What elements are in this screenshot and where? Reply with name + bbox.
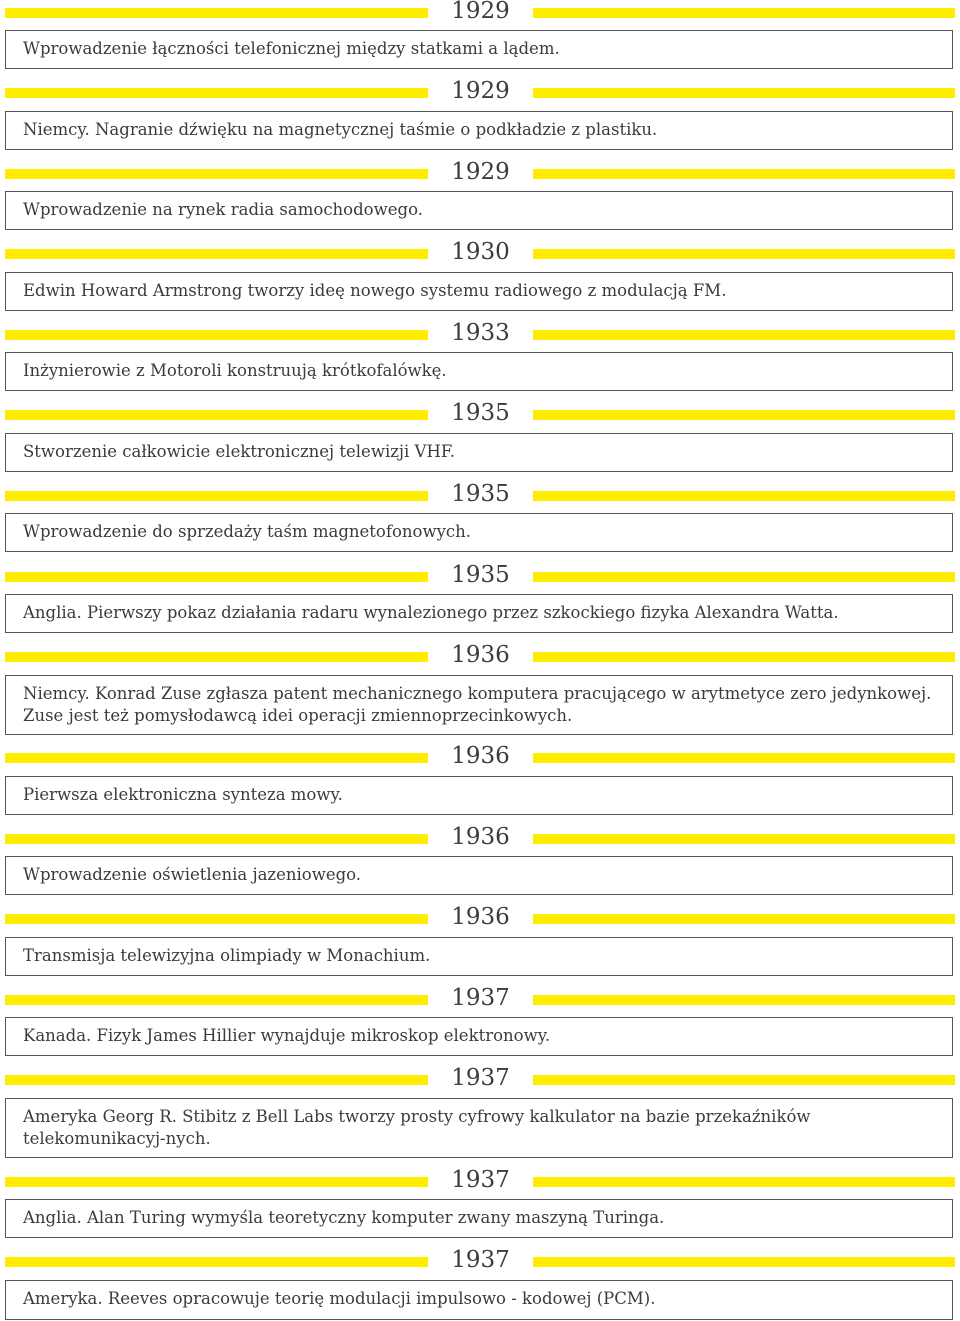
yellow-bar-right bbox=[533, 410, 955, 420]
year-label: 1936 bbox=[451, 743, 510, 769]
yellow-bar-right bbox=[533, 995, 955, 1005]
year-header bbox=[0, 1169, 960, 1193]
yellow-bar-left bbox=[5, 1075, 428, 1085]
year-label: 1937 bbox=[451, 985, 510, 1011]
event-box: Transmisja telewizyjna olimpiady w Monachium. bbox=[5, 937, 953, 976]
event-box: Pierwsza elektroniczna synteza mowy. bbox=[5, 776, 953, 815]
event-box: Kanada. Fizyk James Hillier wynajduje mikroskop elektronowy. bbox=[5, 1017, 953, 1056]
year-header bbox=[0, 322, 960, 346]
yellow-bar-right bbox=[533, 834, 955, 844]
yellow-bar-right bbox=[533, 914, 955, 924]
yellow-bar-right bbox=[533, 1177, 955, 1187]
year-header bbox=[0, 906, 960, 930]
event-box: Ameryka. Reeves opracowuje teorię modulacji impulsowo - kodowej (PCM). bbox=[5, 1280, 953, 1320]
event-box: Ameryka Georg R. Stibitz z Bell Labs tworzy prosty cyfrowy kalkulator na bazie przekaźników telekomunikacyj-nych. bbox=[5, 1098, 953, 1158]
year-header bbox=[0, 826, 960, 850]
event-box: Wprowadzenie łączności telefonicznej między statkami a lądem. bbox=[5, 30, 953, 69]
yellow-bar-right bbox=[533, 1075, 955, 1085]
yellow-bar-right bbox=[533, 8, 955, 18]
year-label: 1936 bbox=[451, 642, 510, 668]
year-header bbox=[0, 564, 960, 588]
yellow-bar-left bbox=[5, 834, 428, 844]
year-label: 1937 bbox=[451, 1247, 510, 1273]
yellow-bar-left bbox=[5, 1177, 428, 1187]
event-box: Anglia. Pierwszy pokaz działania radaru wynalezionego przez szkockiego fizyka Alexandra Watta. bbox=[5, 594, 953, 633]
year-label: 1935 bbox=[451, 481, 510, 507]
year-header bbox=[0, 987, 960, 1011]
yellow-bar-left bbox=[5, 995, 428, 1005]
year-header bbox=[0, 0, 960, 24]
event-box: Niemcy. Nagranie dźwięku na magnetycznej taśmie o podkładzie z plastiku. bbox=[5, 111, 953, 150]
year-label: 1933 bbox=[451, 320, 510, 346]
yellow-bar-right bbox=[533, 652, 955, 662]
yellow-bar-left bbox=[5, 8, 428, 18]
yellow-bar-left bbox=[5, 410, 428, 420]
event-box: Wprowadzenie oświetlenia jazeniowego. bbox=[5, 856, 953, 895]
year-label: 1936 bbox=[451, 904, 510, 930]
yellow-bar-left bbox=[5, 169, 428, 179]
year-header bbox=[0, 80, 960, 104]
year-label: 1930 bbox=[451, 239, 510, 265]
year-label: 1929 bbox=[451, 0, 510, 24]
event-box: Edwin Howard Armstrong tworzy ideę nowego systemu radiowego z modulacją FM. bbox=[5, 272, 953, 311]
yellow-bar-left bbox=[5, 330, 428, 340]
year-label: 1935 bbox=[451, 562, 510, 588]
year-header bbox=[0, 483, 960, 507]
year-header bbox=[0, 241, 960, 265]
event-box: Wprowadzenie do sprzedaży taśm magnetofonowych. bbox=[5, 513, 953, 552]
year-header bbox=[0, 745, 960, 769]
event-box: Wprowadzenie na rynek radia samochodowego. bbox=[5, 191, 953, 230]
year-header bbox=[0, 1249, 960, 1273]
yellow-bar-left bbox=[5, 1257, 428, 1267]
event-box: Niemcy. Konrad Zuse zgłasza patent mechanicznego komputera pracującego w arytmetyce zero jedynkowej. Zuse jest też pomysłodawcą idei operacji zmiennoprzecinkowych. bbox=[5, 675, 953, 735]
yellow-bar-right bbox=[533, 249, 955, 259]
year-header bbox=[0, 644, 960, 668]
yellow-bar-right bbox=[533, 88, 955, 98]
year-header bbox=[0, 402, 960, 426]
yellow-bar-left bbox=[5, 491, 428, 501]
yellow-bar-right bbox=[533, 491, 955, 501]
year-label: 1936 bbox=[451, 824, 510, 850]
yellow-bar-left bbox=[5, 652, 428, 662]
year-header bbox=[0, 1067, 960, 1091]
yellow-bar-left bbox=[5, 88, 428, 98]
year-label: 1937 bbox=[451, 1065, 510, 1091]
yellow-bar-right bbox=[533, 1257, 955, 1267]
yellow-bar-left bbox=[5, 572, 428, 582]
year-header bbox=[0, 161, 960, 185]
year-label: 1935 bbox=[451, 400, 510, 426]
yellow-bar-left bbox=[5, 249, 428, 259]
event-box: Anglia. Alan Turing wymyśla teoretyczny komputer zwany maszyną Turinga. bbox=[5, 1199, 953, 1238]
event-box: Inżynierowie z Motoroli konstruują krótkofalówkę. bbox=[5, 352, 953, 391]
yellow-bar-left bbox=[5, 914, 428, 924]
yellow-bar-right bbox=[533, 169, 955, 179]
yellow-bar-right bbox=[533, 753, 955, 763]
year-label: 1929 bbox=[451, 159, 510, 185]
event-box: Stworzenie całkowicie elektronicznej telewizji VHF. bbox=[5, 433, 953, 472]
yellow-bar-left bbox=[5, 753, 428, 763]
yellow-bar-right bbox=[533, 572, 955, 582]
year-label: 1929 bbox=[451, 78, 510, 104]
yellow-bar-right bbox=[533, 330, 955, 340]
year-label: 1937 bbox=[451, 1167, 510, 1193]
